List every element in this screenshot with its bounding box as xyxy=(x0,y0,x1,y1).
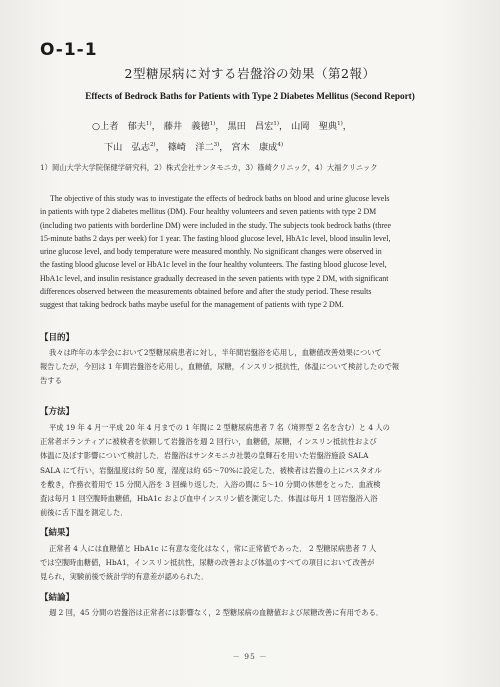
author-affil-sup: 4) xyxy=(277,142,283,149)
author: 宮木 康成 xyxy=(231,142,278,154)
abstract-line: The objective of this study was to investigate the effects of bedrock baths on blood and urine glucose levels xyxy=(50,194,390,203)
abstract-line: HbA1c level, and insulin resistance gradually decreased in the seven patients with type 2 DM, with significant xyxy=(40,273,389,283)
abstract-line: the fasting blood glucose level or HbA1c level in the four healthy volunteers. The fasting blood glucose level, xyxy=(40,260,387,270)
abstract-line: differences observed between the measurements obtained before and after the study period. These results xyxy=(40,287,372,297)
body-line: 週 2 回，45 分間の岩盤浴は正常者には影響なく，2 型糖尿病の血糖値および尿糖改善に有用である． xyxy=(49,608,384,617)
body-line: 前後に舌下温を測定した． xyxy=(40,508,128,518)
author-affil-sup: 2) xyxy=(149,142,156,149)
author-affil-sup: 1) xyxy=(145,121,152,127)
author-affil-sup: 1) xyxy=(337,121,343,127)
section-body-methods xyxy=(40,421,458,520)
body-line: 平成 19 年 4 月一平成 20 年 4 月までの 1 年間に 2 型糖尿病患者 7 名（境界型 2 名を含む）と 4 人の xyxy=(49,423,390,432)
body-line: 正常者 4 人には血糖値と HbA1c に有意な変化はなく，常に正常値であった． 2 型糖尿病患者 7 人 xyxy=(49,544,377,553)
section-body-purpose xyxy=(40,346,458,389)
section-heading-conclusion: 【結論】 xyxy=(40,593,75,603)
author: ○上者 郁夫 xyxy=(92,121,146,133)
body-line: 見られ，実験前後で統計学的有意差が認められた． xyxy=(40,572,209,582)
abstract-line: urine glucose level, and body temperature were measured monthly. No significant changes were observed in xyxy=(40,247,382,257)
author-affil-sup: 1) xyxy=(273,121,280,127)
abstract-line: in patients with type 2 diabetes mellitus (DM). Four healthy volunteers and seven patients with type 2 DM xyxy=(40,207,377,217)
section-heading-methods: 【方法】 xyxy=(40,407,75,417)
author: 藤井 義徳 xyxy=(163,121,210,133)
section-heading-results: 【結果】 xyxy=(40,528,75,538)
abstract-line: 15-minute baths 2 days per week) for 1 year. The fasting blood glucose level, HbA1c level, blood insulin level, xyxy=(40,233,391,243)
body-line: 我々は昨年の本学会において2型糖尿病患者に対し，半年間岩盤浴を応用し，血糖値改善効果について xyxy=(49,348,382,357)
body-line: 正常者ボランティアに被検者を依頼して岩盤浴を週 2 回行い，血糖値，尿糖，インスリン抵抗性および xyxy=(40,437,377,447)
author-affil-sup: 1) xyxy=(209,121,216,127)
body-line: 告する xyxy=(40,376,62,386)
body-line: では空腹時血糖値，HbA1，インスリン抵抗性，尿糖の改善および体温のすべての項目において改善が xyxy=(40,558,375,568)
author-list xyxy=(92,115,422,157)
body-line: SALA にて行い，岩盤温度は約 50 度，湿度は約 65～70%に設定した．被検者は岩盤の上にバスタオル xyxy=(40,465,382,475)
author: 篠崎 洋二 xyxy=(167,142,214,154)
affiliations: 1）岡山大学大学院保健学研究科，2）株式会社サンタモニカ，3）篠崎クリニック，4）大福クリニック xyxy=(40,163,378,172)
section-heading-purpose: 【目的】 xyxy=(40,333,75,343)
title-japanese: 2型糖尿病に対する岩盤浴の効果（第2報） xyxy=(124,66,376,81)
page-number: － 95 － xyxy=(232,652,268,661)
author-line-1: ○上者 郁夫$^{1)}$， 藤井 義徳$^{1)}$， 黒田 昌宏$^{1)}$， 山岡 聖典$^{1)}$， xyxy=(92,121,352,133)
english-abstract xyxy=(40,192,466,312)
author: 山岡 聖典 xyxy=(291,121,338,133)
body-line: 報告したが，今回は 1 年間岩盤浴を応用し，血糖値，尿糖，インスリン抵抗性，体温について検討したので報 xyxy=(40,362,400,372)
body-line: 体温に及ぼす影響について検討した．岩盤浴はサンタモニカ社製の皇輝石を用いた岩盤浴施設 SALA xyxy=(40,451,369,461)
author: 黒田 昌宏 xyxy=(227,121,274,133)
section-body-conclusion xyxy=(40,606,458,620)
title-english: Effects of Bedrock Baths for Patients with Type 2 Diabetes Mellitus (Second Report) xyxy=(85,91,415,101)
author-affil-sup: 3) xyxy=(213,142,220,149)
abstract-line: (including two patients with borderline DM) were included in the study. The subjects took bedrock baths (three xyxy=(40,220,392,230)
section-body-results xyxy=(40,542,458,585)
author: 下山 弘志 xyxy=(104,142,150,154)
body-line: 査は毎月 1 回空腹時血糖値，HbA1c および血中インスリン値を測定した．体温は毎月 1 回岩盤浴入浴 xyxy=(40,494,378,504)
session-code: O-1-1 xyxy=(40,40,98,60)
abstract-line: suggest that taking bedrock baths maybe useful for the management of patients with type 2 DM. xyxy=(40,300,344,310)
body-line: を敷き，作務衣着用で 15 分間入浴を 3 回繰り返した．入浴の間に 5～10 分間の休憩をとった．血液検 xyxy=(40,479,381,489)
author-line-2: 下山 弘志$^{2)}$， 篠崎 洋二$^{3)}$， 宮木 康成$^{4)}$ xyxy=(104,142,283,154)
